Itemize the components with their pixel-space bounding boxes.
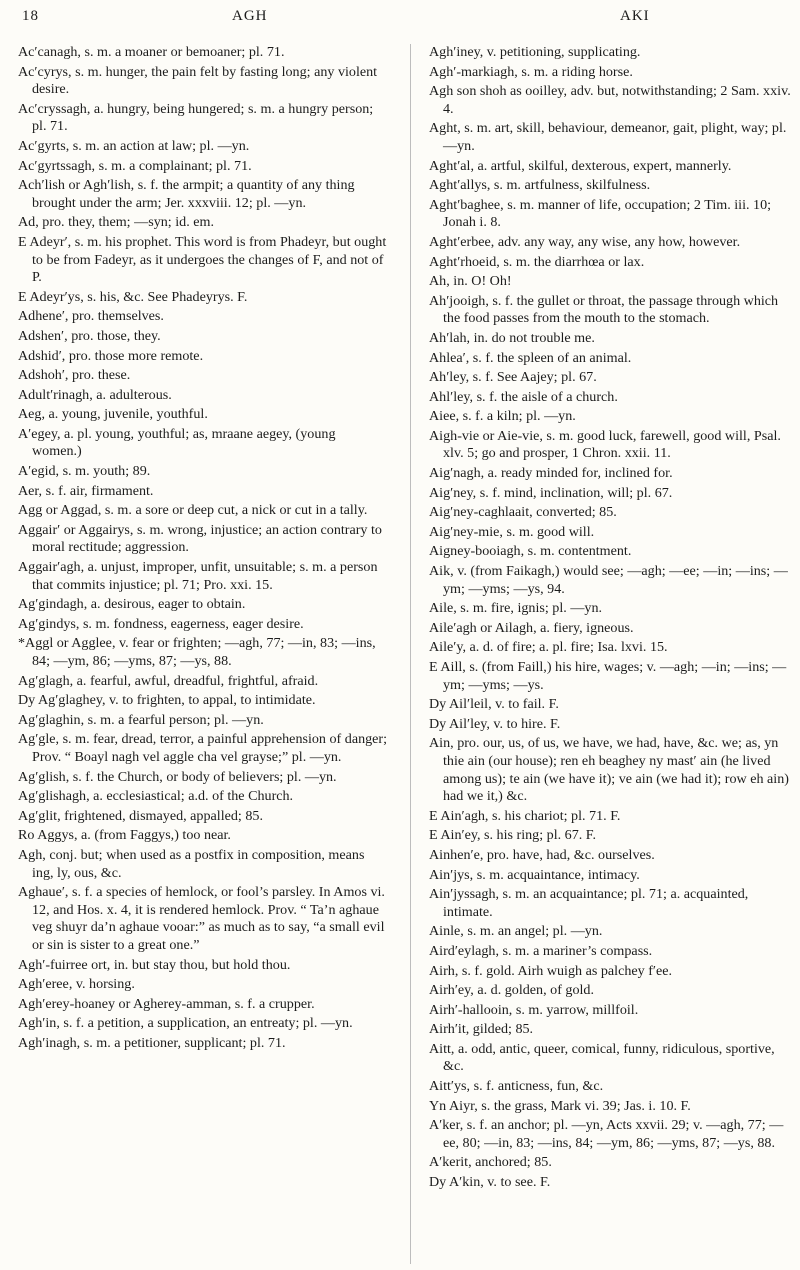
dictionary-entry: Aggair′ or Aggairys, s. m. wrong, injustice; an action contrary to moral rectitude; aggression. xyxy=(18,521,382,556)
dictionary-entry: Agh′erey-hoaney or Agherey-amman, s. f. a crupper. xyxy=(18,995,315,1012)
dictionary-entry: E Ain′ey, s. his ring; pl. 67. F. xyxy=(429,827,597,844)
dictionary-entry: Ag′glishagh, a. ecclesiastical; a.d. of the Church. xyxy=(18,788,294,805)
dictionary-entry: Ac′gyrtssagh, s. m. a complainant; pl. 71. xyxy=(18,157,252,174)
dictionary-entry: Agh′inagh, s. m. a petitioner, supplicant; pl. 71. xyxy=(18,1034,286,1051)
dictionary-entry: Adult′rinagh, a. adulterous. xyxy=(18,386,172,403)
dictionary-entry: A′ker, s. f. an anchor; pl. —yn, Acts xxvii. 29; v. —agh, 77; —ee, 80; —in, 83; —ins, 84; —ym, 86; —yms, 87; —ys, 88. xyxy=(429,1117,784,1151)
dictionary-entry: Aitt′ys, s. f. anticness, fun, &c. xyxy=(429,1078,604,1095)
page-number: 18 xyxy=(22,8,39,24)
dictionary-entry: Ain, pro. our, us, of us, we have, we had, have, &c. we; as, yn thie ain (our house); ren eh beaghey ny mast′ ain (he lived among us); te ain (we have it); ve ain (we had it); row eh ain) had we it,) &c. xyxy=(429,735,789,805)
dictionary-entry: Aile, s. m. fire, ignis; pl. —yn. xyxy=(429,600,603,617)
dictionary-entry: Ag′glagh, a. fearful, awful, dreadful, frightful, afraid. xyxy=(18,672,319,689)
dictionary-entry: Ah′ley, s. f. See Aajey; pl. 67. xyxy=(429,369,597,386)
dictionary-entry: Aghaue′, s. f. a species of hemlock, or fool’s parsley. In Amos vi. 12, and Hos. x. 4, it is rendered hemlock. Prov. “ Ta’n aghaue veg shuyr da’n aghaue vooar:” as much as to say, “a small evil or sin is sister to a great one.” xyxy=(18,884,385,953)
dictionary-entry: E Aill, s. (from Faill,) his hire, wages; v. —agh; —in; —ins; —ym; —yms; —ys. xyxy=(429,659,787,693)
dictionary-entry: Aght′erbee, adv. any way, any wise, any how, however. xyxy=(429,233,741,250)
dictionary-entry: Adshen′, pro. those, they. xyxy=(18,327,161,344)
dictionary-entry: Ainle, s. m. an angel; pl. —yn. xyxy=(429,923,603,940)
dictionary-entry: Agg or Aggad, s. m. a sore or deep cut, a nick or cut in a tally. xyxy=(18,502,368,519)
dictionary-entry: Aig′ney-mie, s. m. good will. xyxy=(429,523,595,540)
dictionary-entry: Aile′agh or Ailagh, a. fiery, igneous. xyxy=(429,619,634,636)
dictionary-entry: Ahl′ley, s. f. the aisle of a church. xyxy=(429,388,618,405)
dictionary-entry: A′kerit, anchored; 85. xyxy=(429,1154,552,1171)
dictionary-entry: Aght, s. m. art, skill, behaviour, demeanor, gait, plight, way; pl. —yn. xyxy=(429,120,787,154)
dictionary-entry: Aiee, s. f. a kiln; pl. —yn. xyxy=(429,408,576,425)
dictionary-entry: Ac′gyrts, s. m. an action at law; pl. —yn. xyxy=(18,137,250,154)
dictionary-entry: Ag′glaghin, s. m. a fearful person; pl. —yn. xyxy=(18,711,264,728)
dictionary-entry: Agh′eree, v. horsing. xyxy=(18,976,135,993)
dictionary-entry: Agh′iney, v. petitioning, supplicating. xyxy=(429,44,641,60)
dictionary-entry: Ainhen′e, pro. have, had, &c. ourselves. xyxy=(429,846,655,863)
dictionary-entry: Adshid′, pro. those more remote. xyxy=(18,347,204,364)
dictionary-entry: Aggair′agh, a. unjust, improper, unfit, unsuitable; s. m. a person that commits injustice; pl. 71; Pro. xxi. 15. xyxy=(18,559,378,593)
dictionary-entry: Aght′rhoeid, s. m. the diarrhœa or lax. xyxy=(429,253,645,270)
dictionary-entry: Airh′it, gilded; 85. xyxy=(429,1021,534,1038)
guide-word-left: AGH xyxy=(232,8,268,24)
dictionary-entry: Ain′jys, s. m. acquaintance, intimacy. xyxy=(429,866,640,883)
dictionary-entry: Aig′nagh, a. ready minded for, inclined for. xyxy=(429,465,673,482)
running-header xyxy=(22,8,778,34)
dictionary-entry: A′egid, s. m. youth; 89. xyxy=(18,463,151,480)
dictionary-entry: Airh′ey, a. d. golden, of gold. xyxy=(429,982,594,999)
dictionary-entry: Aird′eylagh, s. m. a mariner’s compass. xyxy=(429,942,653,959)
dictionary-entry: Ahlea′, s. f. the spleen of an animal. xyxy=(429,349,632,366)
dictionary-entry: Adhene′, pro. themselves. xyxy=(18,308,164,325)
dictionary-entry: Aght′baghee, s. m. manner of life, occupation; 2 Tim. iii. 10; Jonah i. 8. xyxy=(429,196,772,231)
dictionary-entry: Ach′lish or Agh′lish, s. f. the armpit; a quantity of any thing brought under the arm; Jer. xxxviii. 12; pl. —yn. xyxy=(18,177,355,211)
dictionary-entry: Aitt, a. odd, antic, queer, comical, funny, ridiculous, sportive, &c. xyxy=(429,1040,775,1075)
dictionary-entry: Ag′gle, s. m. fear, dread, terror, a painful apprehension of danger; Prov. “ Boayl nagh vel aggle cha vel grayse;” pl. —yn. xyxy=(18,731,388,765)
dictionary-entry: Airh, s. f. gold. Airh wuigh as palchey f′ee. xyxy=(429,962,673,979)
dictionary-entry: Ag′gindagh, a. desirous, eager to obtain. xyxy=(18,596,246,613)
dictionary-entry: Ad, pro. they, them; —syn; id. em. xyxy=(18,214,214,231)
dictionary-entry: *Aggl or Agglee, v. fear or frighten; —agh, 77; —in, 83; —ins, 84; —ym, 86; —yms, 87; —ys, 88. xyxy=(18,635,376,669)
dictionary-entry: Ac′cryssagh, a. hungry, being hungered; s. m. a hungry person; pl. 71. xyxy=(18,100,374,135)
right-column xyxy=(410,44,795,1264)
dictionary-entry: Aeg, a. young, juvenile, youthful. xyxy=(18,406,208,423)
dictionary-entry: Agh′in, s. f. a petition, a supplication, an entreaty; pl. —yn. xyxy=(18,1015,353,1032)
dictionary-entry: Aigh-vie or Aie-vie, s. m. good luck, farewell, good will, Psal. xlv. 5; go and prosper, 1 Chron. xxii. 11. xyxy=(429,427,781,462)
dictionary-entry: Aght′allys, s. m. artfulness, skilfulness. xyxy=(429,177,651,194)
dictionary-entry: Airh′-hallooin, s. m. yarrow, millfoil. xyxy=(429,1001,639,1018)
dictionary-entry: Agh′-fuirree ort, in. but stay thou, but hold thou. xyxy=(18,956,291,973)
dictionary-entry: Yn Aiyr, s. the grass, Mark vi. 39; Jas. i. 10. F. xyxy=(429,1097,691,1114)
dictionary-entry: Ag′gindys, s. m. fondness, eagerness, eager desire. xyxy=(18,615,304,632)
dictionary-entry: Dy Ail′ley, v. to hire. F. xyxy=(429,715,561,732)
dictionary-entry: E Adeyr′, s. m. his prophet. This word is from Phadeyr, but ought to be from Fadeyr, as it undergoes the changes of F, and not of P. xyxy=(18,233,387,286)
dictionary-entry: Ain′jyssagh, s. m. an acquaintance; pl. 71; a. acquainted, intimate. xyxy=(429,886,749,920)
dictionary-entry: Aik, v. (from Faikagh,) would see; —agh; —ee; —in; —ins; —ym; —yms; —ys, 94. xyxy=(429,563,788,597)
dictionary-entry: Ah′jooigh, s. f. the gullet or throat, the passage through which the food passes from the mouth to the stomach. xyxy=(429,292,779,327)
dictionary-entry: Ah′lah, in. do not trouble me. xyxy=(429,329,595,346)
dictionary-entry: Ag′glit, frightened, dismayed, appalled; 85. xyxy=(18,807,263,824)
dictionary-entry: A′egey, a. pl. young, youthful; as, mraane aegey, (young women.) xyxy=(18,425,336,460)
dictionary-entry: Agh son shoh as ooilley, adv. but, notwithstanding; 2 Sam. xxiv. 4. xyxy=(429,83,791,117)
dictionary-entry: Aig′ney, s. f. mind, inclination, will; pl. 67. xyxy=(429,484,673,501)
dictionary-entry: Aig′ney-caghlaait, converted; 85. xyxy=(429,504,617,521)
dictionary-entry: Ac′cyrys, s. m. hunger, the pain felt by fasting long; any violent desire. xyxy=(18,63,378,98)
dictionary-entry: Ah, in. O! Oh! xyxy=(429,273,512,290)
dictionary-entry: Aght′al, a. artful, skilful, dexterous, expert, mannerly. xyxy=(429,157,732,174)
dictionary-entry: Aer, s. f. air, firmament. xyxy=(18,482,154,499)
dictionary-entry: Ro Aggys, a. (from Faggys,) too near. xyxy=(18,827,231,844)
dictionary-entry: Aigney-booiagh, s. m. contentment. xyxy=(429,543,632,560)
dictionary-entry: Ac′canagh, s. m. a moaner or bemoaner; pl. 71. xyxy=(18,44,285,60)
left-column xyxy=(4,44,388,1264)
dictionary-entry: Dy A′kin, v. to see. F. xyxy=(429,1174,551,1191)
dictionary-entry: Ag′glish, s. f. the Church, or body of believers; pl. —yn. xyxy=(18,768,337,785)
dictionary-entry: Aile′y, a. d. of fire; a. pl. fire; Isa. lxvi. 15. xyxy=(429,639,668,656)
dictionary-entry: Adshoh′, pro. these. xyxy=(18,367,131,384)
guide-word-right: AKI xyxy=(620,8,650,24)
dictionary-entry: E Ain′agh, s. his chariot; pl. 71. F. xyxy=(429,807,621,824)
dictionary-entry: Agh′-markiagh, s. m. a riding horse. xyxy=(429,63,633,80)
dictionary-entry: Dy Ail′leil, v. to fail. F. xyxy=(429,696,559,713)
dictionary-entry: Agh, conj. but; when used as a postfix in composition, means ing, ly, ous, &c. xyxy=(18,846,365,881)
dictionary-entry: Dy Ag′glaghey, v. to frighten, to appal, to intimidate. xyxy=(18,692,316,709)
dictionary-entry: E Adeyr′ys, s. his, &c. See Phadeyrys. F. xyxy=(18,288,248,305)
